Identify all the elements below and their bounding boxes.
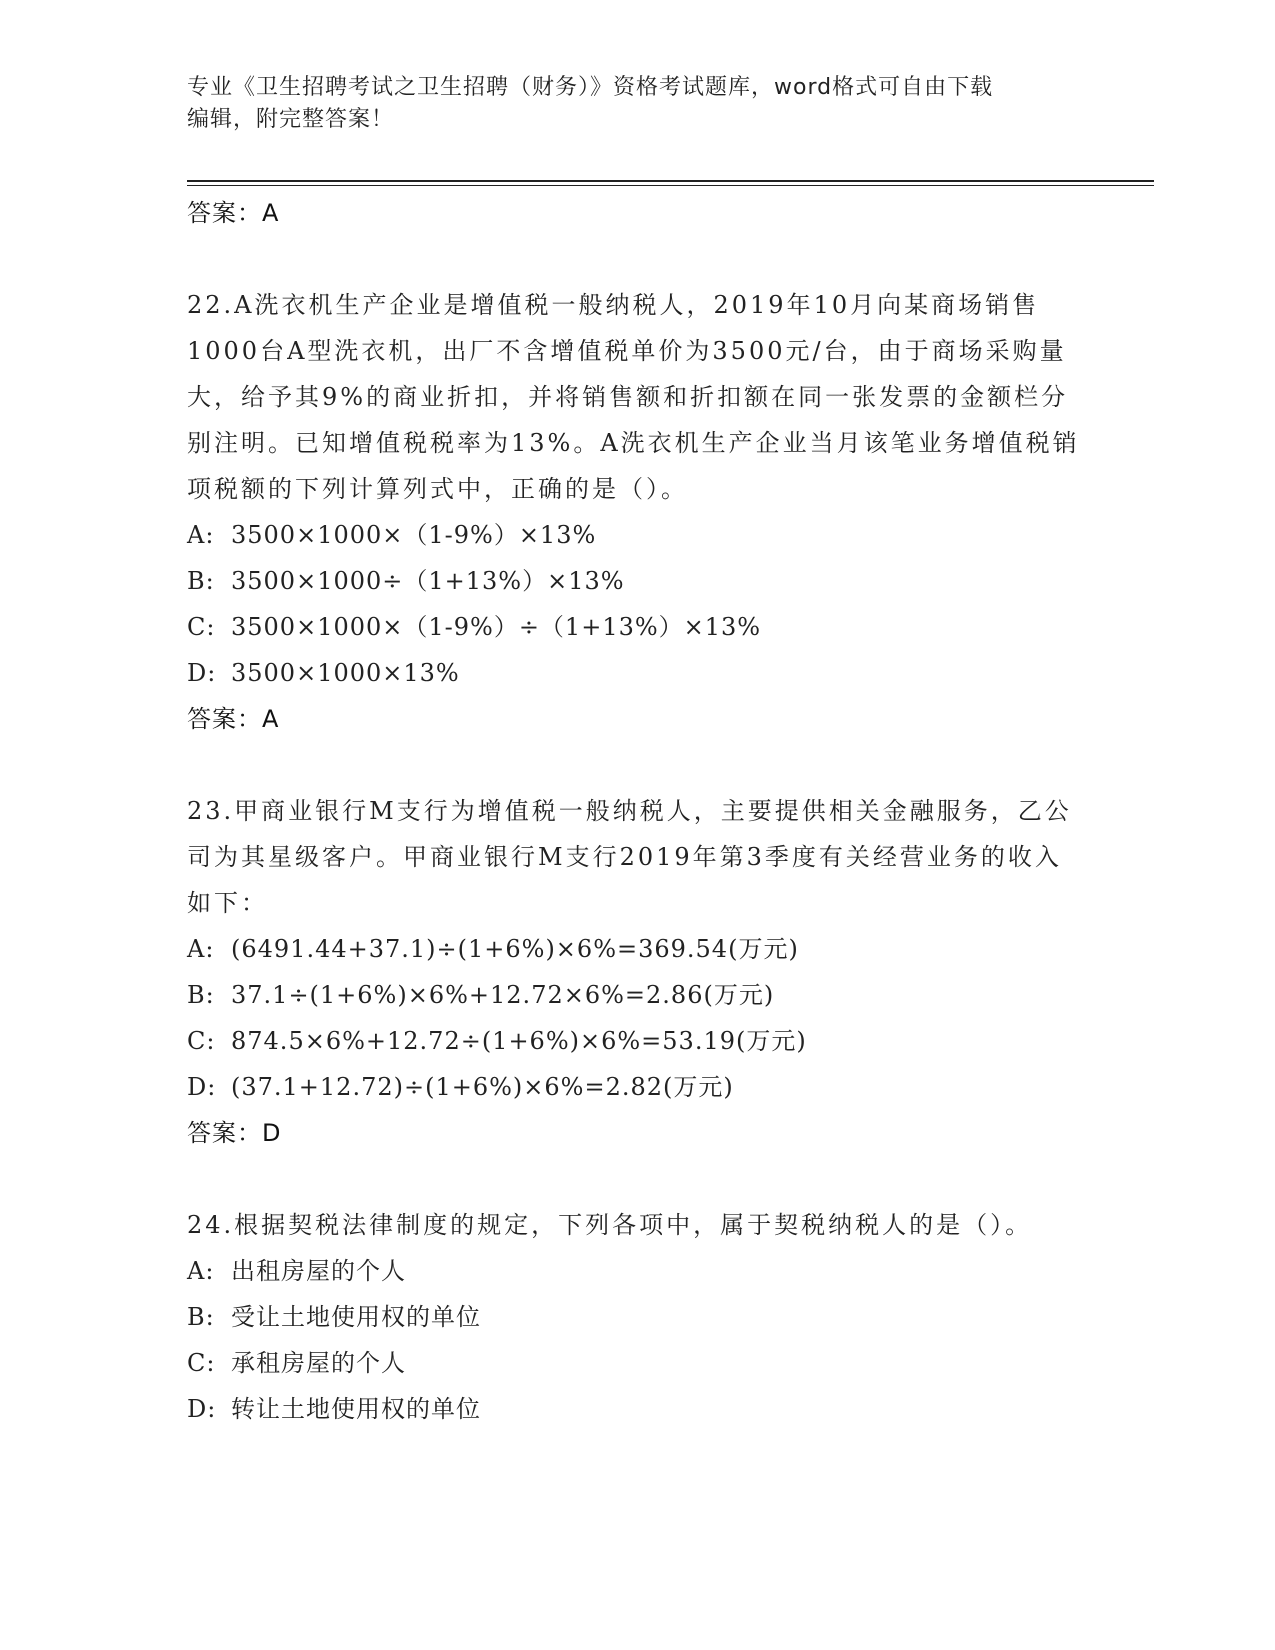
question-block xyxy=(187,1202,1087,1432)
option-d xyxy=(187,1386,1087,1432)
option-d xyxy=(187,650,1087,696)
question-text: 22.A洗衣机生产企业是增值税一般纳税人，2019年10月向某商场销售1000台A型洗衣机，出厂不含增值税单价为3500元/台，由于商场采购量大，给予其9%的商业折扣，并将销售额和折扣额在同一张发票的金额栏分别注明。已知增值税税率为13%。A洗衣机生产企业当月该笔业务增值税销项税额的下列计算列式中，正确的是（）。 xyxy=(187,291,1080,503)
option-b xyxy=(187,558,1087,604)
question-text: 24.根据契税法律制度的规定，下列各项中，属于契税纳税人的是（）。 xyxy=(187,1211,1033,1239)
option-a xyxy=(187,1248,1087,1294)
option-text: (6491.44+37.1)÷(1+6%)×6%=369.54(万元) xyxy=(231,935,799,963)
option-text: 承租房屋的个人 xyxy=(231,1349,406,1377)
option-text: 3500×1000×13% xyxy=(231,659,460,687)
option-key: D: xyxy=(187,1073,217,1101)
option-d xyxy=(187,1064,1087,1110)
option-key: C: xyxy=(187,613,216,641)
option-key: B: xyxy=(187,1303,215,1331)
option-text: 3500×1000×（1-9%）×13% xyxy=(231,521,597,549)
header-divider-thick xyxy=(187,180,1154,182)
option-b xyxy=(187,1294,1087,1340)
question-block xyxy=(187,282,1087,742)
option-c xyxy=(187,604,1087,650)
option-text: 3500×1000÷（1+13%）×13% xyxy=(231,567,625,595)
question-text: 23.甲商业银行M支行为增值税一般纳税人，主要提供相关金融服务，乙公司为其星级客户。甲商业银行M支行2019年第3季度有关经营业务的收入如下： xyxy=(187,797,1072,917)
question-block xyxy=(187,788,1087,1156)
option-text: 转让土地使用权的单位 xyxy=(231,1395,481,1423)
option-key: C: xyxy=(187,1349,216,1377)
option-key: A: xyxy=(187,521,215,549)
option-key: D: xyxy=(187,1395,217,1423)
header-line-1: 专业《卫生招聘考试之卫生招聘（财务）》资格考试题库，word格式可自由下载 xyxy=(187,75,994,100)
option-b xyxy=(187,972,1087,1018)
header-line-2: 编辑，附完整答案！ xyxy=(187,107,395,132)
option-text: 受让土地使用权的单位 xyxy=(231,1303,481,1331)
option-text: 3500×1000×（1-9%）÷（1+13%）×13% xyxy=(231,613,762,641)
page-header xyxy=(187,72,1077,136)
header-divider-thin xyxy=(187,185,1154,186)
option-key: A: xyxy=(187,935,215,963)
option-key: C: xyxy=(187,1027,216,1055)
answer-line: 答案：A xyxy=(187,199,280,227)
option-a xyxy=(187,926,1087,972)
answer-line: 答案：D xyxy=(187,1119,282,1147)
option-text: (37.1+12.72)÷(1+6%)×6%=2.82(万元) xyxy=(231,1073,734,1101)
option-key: A: xyxy=(187,1257,215,1285)
option-a xyxy=(187,512,1087,558)
answer-line: 答案：A xyxy=(187,705,280,733)
document-body xyxy=(187,190,1087,1432)
option-c xyxy=(187,1018,1087,1064)
option-key: D: xyxy=(187,659,217,687)
option-c xyxy=(187,1340,1087,1386)
option-text: 37.1÷(1+6%)×6%+12.72×6%=2.86(万元) xyxy=(231,981,775,1009)
option-key: B: xyxy=(187,981,215,1009)
option-text: 874.5×6%+12.72÷(1+6%)×6%=53.19(万元) xyxy=(231,1027,807,1055)
option-key: B: xyxy=(187,567,215,595)
option-text: 出租房屋的个人 xyxy=(231,1257,406,1285)
